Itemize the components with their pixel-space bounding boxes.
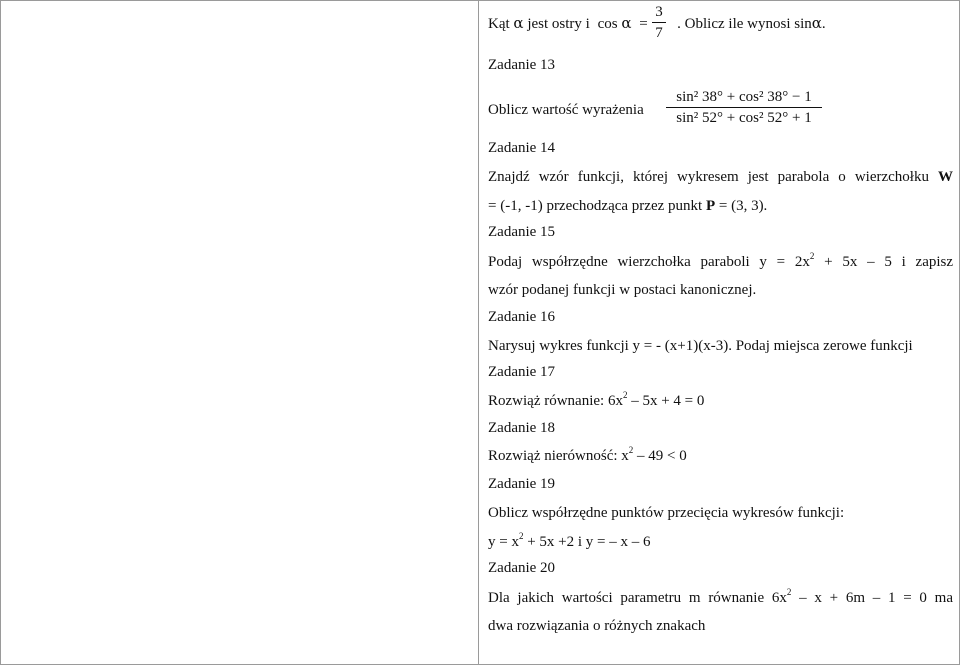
task14-line2 <box>488 197 767 215</box>
expression-fraction-bar <box>666 107 822 108</box>
task20-text1b: – x + 6m – 1 = 0 ma <box>799 590 953 606</box>
exponent: 2 <box>809 251 815 261</box>
task18-line1 <box>488 447 687 465</box>
task17-title: Zadanie 17 <box>488 364 556 380</box>
expression-denominator: sin² 52° + cos² 52° + 1 <box>676 110 812 126</box>
task20-text1a: Dla jakich wartości parametru m równanie 6x <box>488 590 787 606</box>
task16-line1: Narysuj wykres funkcji y = - (x+1)(x-3). Podaj miejsca zerowe funkcji <box>488 338 913 354</box>
task16-title: Zadanie 16 <box>488 309 556 325</box>
fraction-numerator: 3 <box>655 4 663 20</box>
task15-title: Zadanie 15 <box>488 224 556 240</box>
task14-line1 <box>488 168 953 186</box>
task14-text2a: = (-1, -1) przechodząca przez punkt <box>488 198 703 214</box>
task19-text2b: + 5x +2 i y = – x – 6 <box>523 534 651 550</box>
alpha-symbol-3: α <box>811 14 822 32</box>
task14-title: Zadanie 14 <box>488 140 556 156</box>
exponent: 2 <box>628 445 634 455</box>
task18-text1a: Rozwiąż nierówność: x <box>488 448 629 464</box>
task17-text1a: Rozwiąż równanie: 6x <box>488 393 623 409</box>
task15-text1a: Podaj współrzędne wierzchołka paraboli y = 2x <box>488 254 810 270</box>
vertex-w-label: W <box>938 169 953 185</box>
exercise-column <box>488 0 953 665</box>
task12-suffix: . Oblicz ile wynosi sin <box>677 16 812 32</box>
task15-line1 <box>488 253 953 271</box>
task19-line1: Oblicz współrzędne punktów przecięcia wykresów funkcji: <box>488 505 845 521</box>
task12-prefix: Kąt <box>488 16 510 32</box>
task17-line1 <box>488 392 704 410</box>
equals-sign: = <box>639 16 648 32</box>
task18-title: Zadanie 18 <box>488 420 556 436</box>
task14-text2b: = (3, 3). <box>718 198 768 214</box>
exponent: 2 <box>518 531 524 541</box>
task19-title: Zadanie 19 <box>488 476 556 492</box>
task13-title: Zadanie 13 <box>488 57 556 73</box>
task13-text: Oblicz wartość wyrażenia <box>488 102 644 118</box>
task19-line2 <box>488 533 651 551</box>
task12-mid: jest ostry i <box>527 16 590 32</box>
expression-numerator: sin² 38° + cos² 38° − 1 <box>676 89 812 105</box>
column-divider <box>478 0 479 665</box>
task12-end: . <box>821 16 826 32</box>
cos-label: cos <box>597 16 618 32</box>
task20-line2: dwa rozwiązania o różnych znakach <box>488 618 706 634</box>
fraction-denominator: 7 <box>655 25 663 41</box>
task15-line2: wzór podanej funkcji w postaci kanonicznej. <box>488 282 757 298</box>
task15-text1b: + 5x – 5 i zapisz <box>824 254 954 270</box>
task18-text1b: – 49 < 0 <box>633 448 687 464</box>
task13-expression <box>666 88 822 127</box>
alpha-symbol-2: α <box>621 14 632 32</box>
fraction-3-7 <box>652 3 666 42</box>
alpha-symbol: α <box>513 14 524 32</box>
exponent: 2 <box>622 390 628 400</box>
task17-text1b: – 5x + 4 = 0 <box>627 393 705 409</box>
task20-title: Zadanie 20 <box>488 560 556 576</box>
exponent: 2 <box>786 587 792 597</box>
task20-line1 <box>488 589 953 607</box>
point-p-label: P <box>705 198 716 214</box>
task19-text2a: y = x <box>488 534 519 550</box>
task14-text1: Znajdź wzór funkcji, której wykresem jest parabola o wierzchołku <box>488 169 929 185</box>
fraction-bar <box>652 22 666 23</box>
